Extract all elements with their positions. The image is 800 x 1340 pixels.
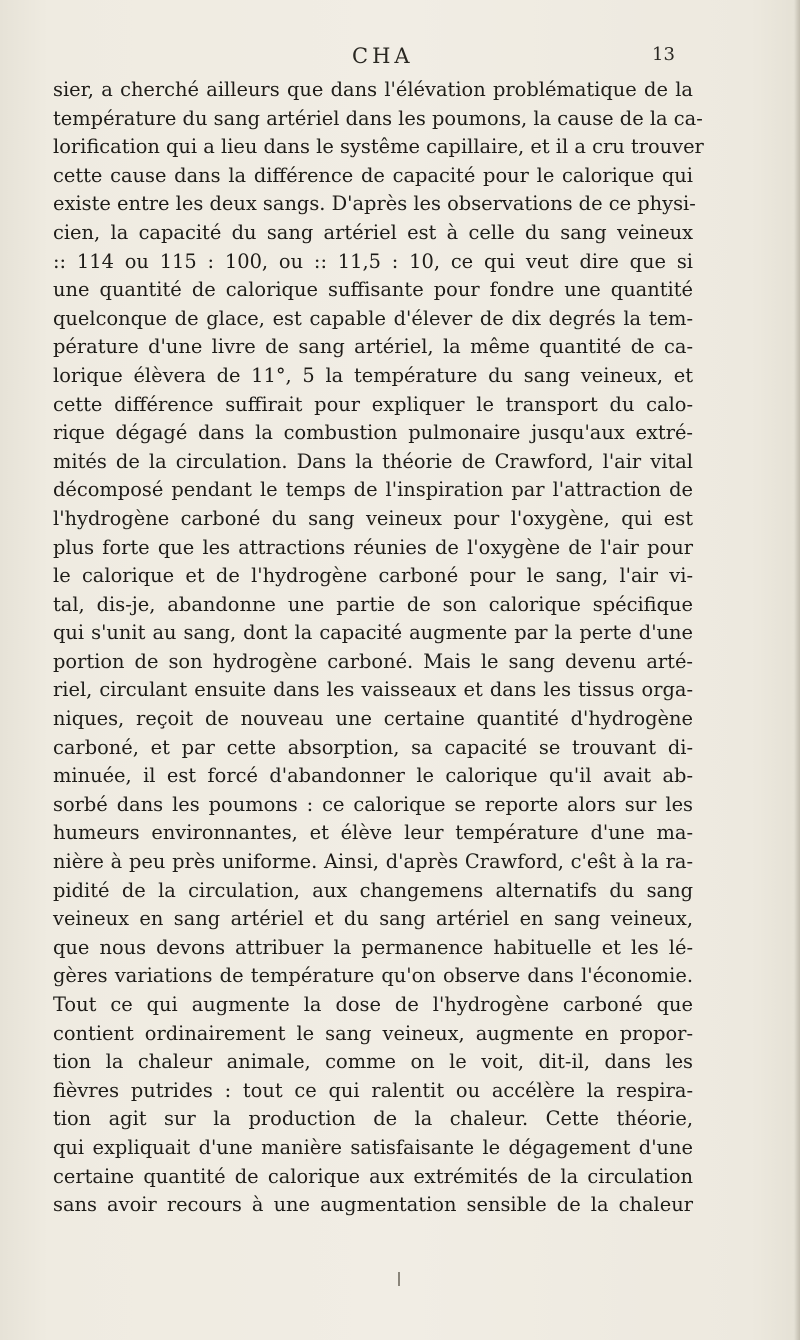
text-line: existe entre les deux sangs. D'après les observations de ce physi- <box>53 192 696 216</box>
text-line: cette cause dans la différence de capacité pour le calorique qui <box>53 163 693 187</box>
text-line: lorique élèvera de 11°, 5 la température du sang veineux, et <box>53 363 693 387</box>
text-line: le calorique et de l'hydrogène carboné pour le sang, l'air vi- <box>53 564 693 588</box>
text-line: sier, a cherché ailleurs que dans l'élévation problématique de la <box>53 78 693 101</box>
text-line: mités de la circulation. Dans la théorie de Crawford, l'air vital <box>53 449 693 473</box>
page-edge-shadow <box>794 0 800 1340</box>
text-line: veineux en sang artériel et du sang artériel en sang veineux, <box>53 907 693 931</box>
text-line: quelconque de glace, est capable d'élever de dix degrés la tem- <box>53 306 693 330</box>
text-line: sans avoir recours à une augmentation sensible de la chaleur <box>53 1193 693 1217</box>
page-number: 13 <box>652 44 675 65</box>
paper-mark <box>398 1272 400 1286</box>
text-line: certaine quantité de calorique aux extrémités de la circulation <box>53 1164 693 1188</box>
text-line: l'hydrogène carboné du sang veineux pour l'oxygène, qui est <box>53 506 693 530</box>
text-line: contient ordinairement le sang veineux, augmente en propor- <box>53 1021 693 1045</box>
text-line: :: 114 ou 115 : 100, ou :: 11,5 : 10, ce qui veut dire que si <box>53 249 693 273</box>
text-line: humeurs environnantes, et élève leur température d'une ma- <box>53 821 693 845</box>
body-text <box>53 76 704 1220</box>
running-title: CHA <box>352 44 414 68</box>
text-line: une quantité de calorique suffisante pour fondre une quantité <box>53 278 693 302</box>
text-line: décomposé pendant le temps de l'inspiration par l'attraction de <box>53 478 693 502</box>
running-head <box>0 44 800 74</box>
text-line: gères variations de température qu'on observe dans l'économie. <box>53 964 693 988</box>
text-line: Tout ce qui augmente la dose de l'hydrogène carboné que <box>53 993 693 1016</box>
text-line: tion agit sur la production de la chaleur. Cette théorie, <box>53 1107 693 1131</box>
text-line: qui expliquait d'une manière satisfaisante le dégagement d'une <box>53 1135 693 1159</box>
text-line: que nous devons attribuer la permanence habituelle et les lé- <box>53 935 693 959</box>
text-line: minuée, il est forcé d'abandonner le calorique qu'il avait ab- <box>53 764 693 788</box>
text-line: qui s'unit au sang, dont la capacité augmente par la perte d'une <box>53 621 693 645</box>
text-line: portion de son hydrogène carboné. Mais le sang devenu arté- <box>53 649 693 673</box>
text-line: carboné, et par cette absorption, sa capacité se trouvant di- <box>53 735 693 759</box>
text-line: température du sang artériel dans les poumons, la cause de la ca- <box>53 106 703 130</box>
text-line: nière à peu près uniforme. Ainsi, d'après Crawford, c'eŝt à la ra- <box>53 850 693 874</box>
text-line: cette différence suffirait pour expliquer le transport du calo- <box>53 392 693 416</box>
text-line: pidité de la circulation, aux changemens alternatifs du sang <box>53 878 693 902</box>
text-line: tal, dis-je, abandonne une partie de son calorique spécifique <box>53 592 693 616</box>
text-line: plus forte que les attractions réunies de l'oxygène de l'air pour <box>53 535 693 559</box>
text-line: rique dégagé dans la combustion pulmonaire jusqu'aux extré- <box>53 421 693 445</box>
text-line: tion la chaleur animale, comme on le voit, dit-il, dans les <box>53 1050 693 1074</box>
text-line: sorbé dans les poumons : ce calorique se reporte alors sur les <box>53 792 693 816</box>
text-line: lorification qui a lieu dans le systême capillaire, et il a cru trouver <box>53 135 704 159</box>
text-line: pérature d'une livre de sang artériel, la même quantité de ca- <box>53 335 693 359</box>
text-line: riel, circulant ensuite dans les vaisseaux et dans les tissus orga- <box>53 678 693 702</box>
text-line: cien, la capacité du sang artériel est à celle du sang veineux <box>53 220 693 244</box>
text-line: niques, reçoit de nouveau une certaine quantité d'hydrogène <box>53 707 693 731</box>
text-line: fièvres putrides : tout ce qui ralentit ou accélère la respira- <box>53 1078 693 1102</box>
